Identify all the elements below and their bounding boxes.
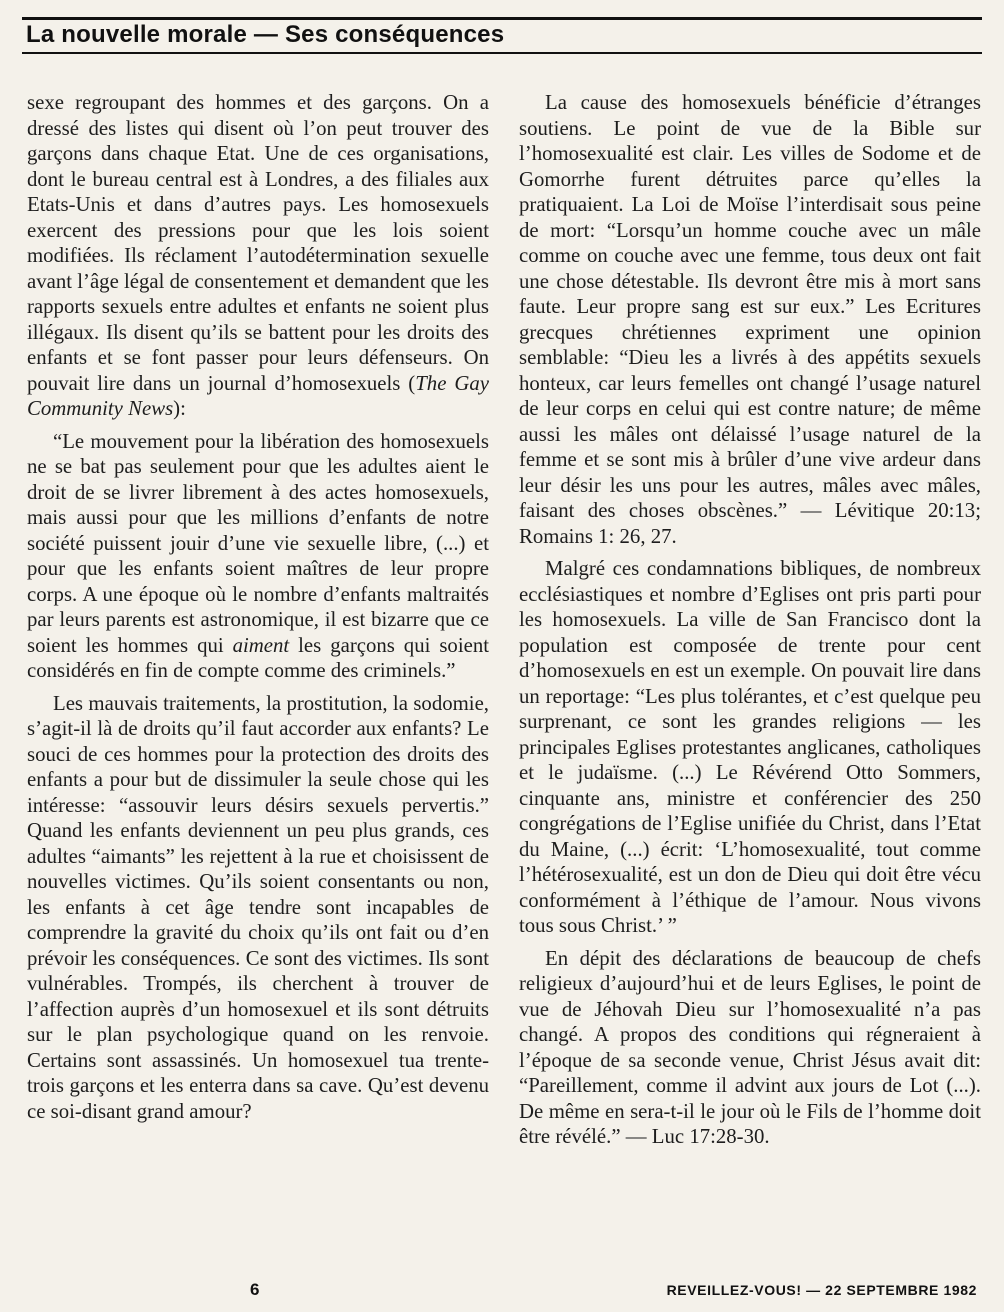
page-title: La nouvelle morale — Ses conséquences (26, 21, 505, 48)
quote-emphasis: aiment (232, 633, 290, 657)
left-paragraph-1-end: ): (173, 397, 186, 420)
left-paragraph-1-text: sexe regroupant des hommes et des garçons. On a dressé des listes qui disent où l’on peut trouver des garçons dans chaque Etat. Une de ces organisations, dont le bureau central est à Londres, a des filiales aux Etats-Unis et dans d’autres pays. Les homosexuels exercent des pressions pour que les lois soient modifiées. Ils réclament l’autodétermination sexuelle avant l’âge légal de consentement et demandent que les rapports sexuels entre adultes et enfants ne soient plus illégaux. Ils disent qu’ils se battent pour les droits des enfants et se font passer pour leurs défenseurs. On pouvait lire dans un journal d’homosexuels ( (27, 91, 489, 395)
source-title: The Gay Community News (27, 371, 489, 420)
left-paragraph-3: Les mauvais traitements, la prostitution, la sodomie, s’agit-il là de droits qu’il faut accorder aux enfants? Le souci de ces hommes pour la protection des droits des enfants a pour but de dissimuler la seule chose qui les intéresse: “assouvir leurs désirs sexuels pervertis.” Quand les enfants deviennent un peu plus grands, ces adultes “aimants” les rejettent à la rue et choisissent de nouvelles victimes. Qu’ils soient consentants ou non, les enfants à cet âge tendre sont incapables de comprendre la gravité du choix qu’ils ont fait ou d’en prévoir les conséquences. Ce sont des victimes. Ils sont vulnérables. Trompés, ils cherchent à trouver de l’affection auprès d’un homosexuel et ils sont détruits sur le plan psychologique quand on les renvoie. Certains sont assassinés. Un homosexuel tua trente-trois garçons et les enterra dans sa cave. Qu’est devenu ce soi-disant grand amour? (27, 691, 489, 1123)
left-paragraph-1 (27, 90, 489, 422)
quote-text-start: “Le mouvement pour la libération des homosexuels ne se bat pas seulement pour que les adultes aient le droit de se livrer librement à des actes homosexuels, mais aussi pour que les millions d’enfants de notre société puissent jouir d’une vie sexuelle libre, (...) et pour que les enfants soient maîtres de leur propre corps. A une époque où le nombre d’enfants maltraités par leurs parents est astronomique, il est bizarre que ce soient les hommes qui (27, 429, 489, 657)
left-column (27, 90, 489, 1124)
right-column (519, 90, 981, 1150)
right-paragraph-1: La cause des homosexuels bénéficie d’étranges soutiens. Le point de vue de la Bible sur l’homosexualité est clair. Les villes de Sodome et de Gomorrhe furent détruites parce qu’elles la pratiquaient. La Loi de Moïse l’interdisait sous peine de mort: “Lorsqu’un homme couche avec un mâle comme on couche avec une femme, tous deux ont fait une chose détestable. Ils devront être mis à mort sans faute. Leur propre sang est sur eux.” Les Ecritures grecques chrétiennes expriment une opinion semblable: “Dieu les a livrés à des appétits sexuels honteux, car leurs femelles ont changé l’usage naturel de leur corps en celui qui est contre nature; de même aussi les mâles ont délaissé l’usage naturel de la femme et se sont mis à brûler d’une vive ardeur dans leur désir les uns pour les autres, mâles avec mâles, faisant des choses obscènes.” — Lévitique 20:13; Romains 1: 26, 27. (519, 91, 981, 548)
magazine-footer: REVEILLEZ-VOUS! — 22 SEPTEMBRE 1982 (666, 1282, 977, 1298)
left-paragraph-2-quote (27, 429, 489, 684)
header-rule-bottom (22, 52, 982, 54)
right-paragraph-3: En dépit des déclarations de beaucoup de chefs religieux d’aujourd’hui et de leurs Eglises, le point de vue de Jéhovah Dieu sur l’homosexualité n’a pas changé. A propos des conditions qui régneraient à l’époque de sa seconde venue, Christ Jésus avait dit: “Pareillement, comme il advint aux jours de Lot (...). De même en sera-t-il le jour où le Fils de l’homme doit être révélé.” — Luc 17:28-30. (519, 946, 981, 1148)
quote-text-end: les garçons qui soient considérés en fin de compte comme des criminels.” (27, 633, 489, 682)
right-paragraph-2: Malgré ces condamnations bibliques, de nombreux ecclésiastiques et nombre d’Eglises ont pris parti pour les homosexuels. La ville de San Francisco dont la population est composée de trente pour cent d’homosexuels en est un exemple. On pouvait lire dans un reportage: “Les plus tolérantes, et c’est quelque peu surprenant, ce sont les grandes religions — les principales Eglises protestantes anglicanes, catholiques et le judaïsme. (...) Le Révérend Otto Sommers, cinquante ans, ministre et conférencier des 250 congrégations de l’Eglise unifiée du Christ, dans l’Etat du Maine, (...) écrit: ‘L’homosexualité, tout comme l’hétérosexualité, est un don de Dieu qui doit être vécu conformément à l’éthique de l’amour. Nous vivons tous sous Christ.’ ” (519, 557, 981, 937)
header-rule-top (22, 17, 982, 20)
page-number: 6 (250, 1280, 260, 1299)
